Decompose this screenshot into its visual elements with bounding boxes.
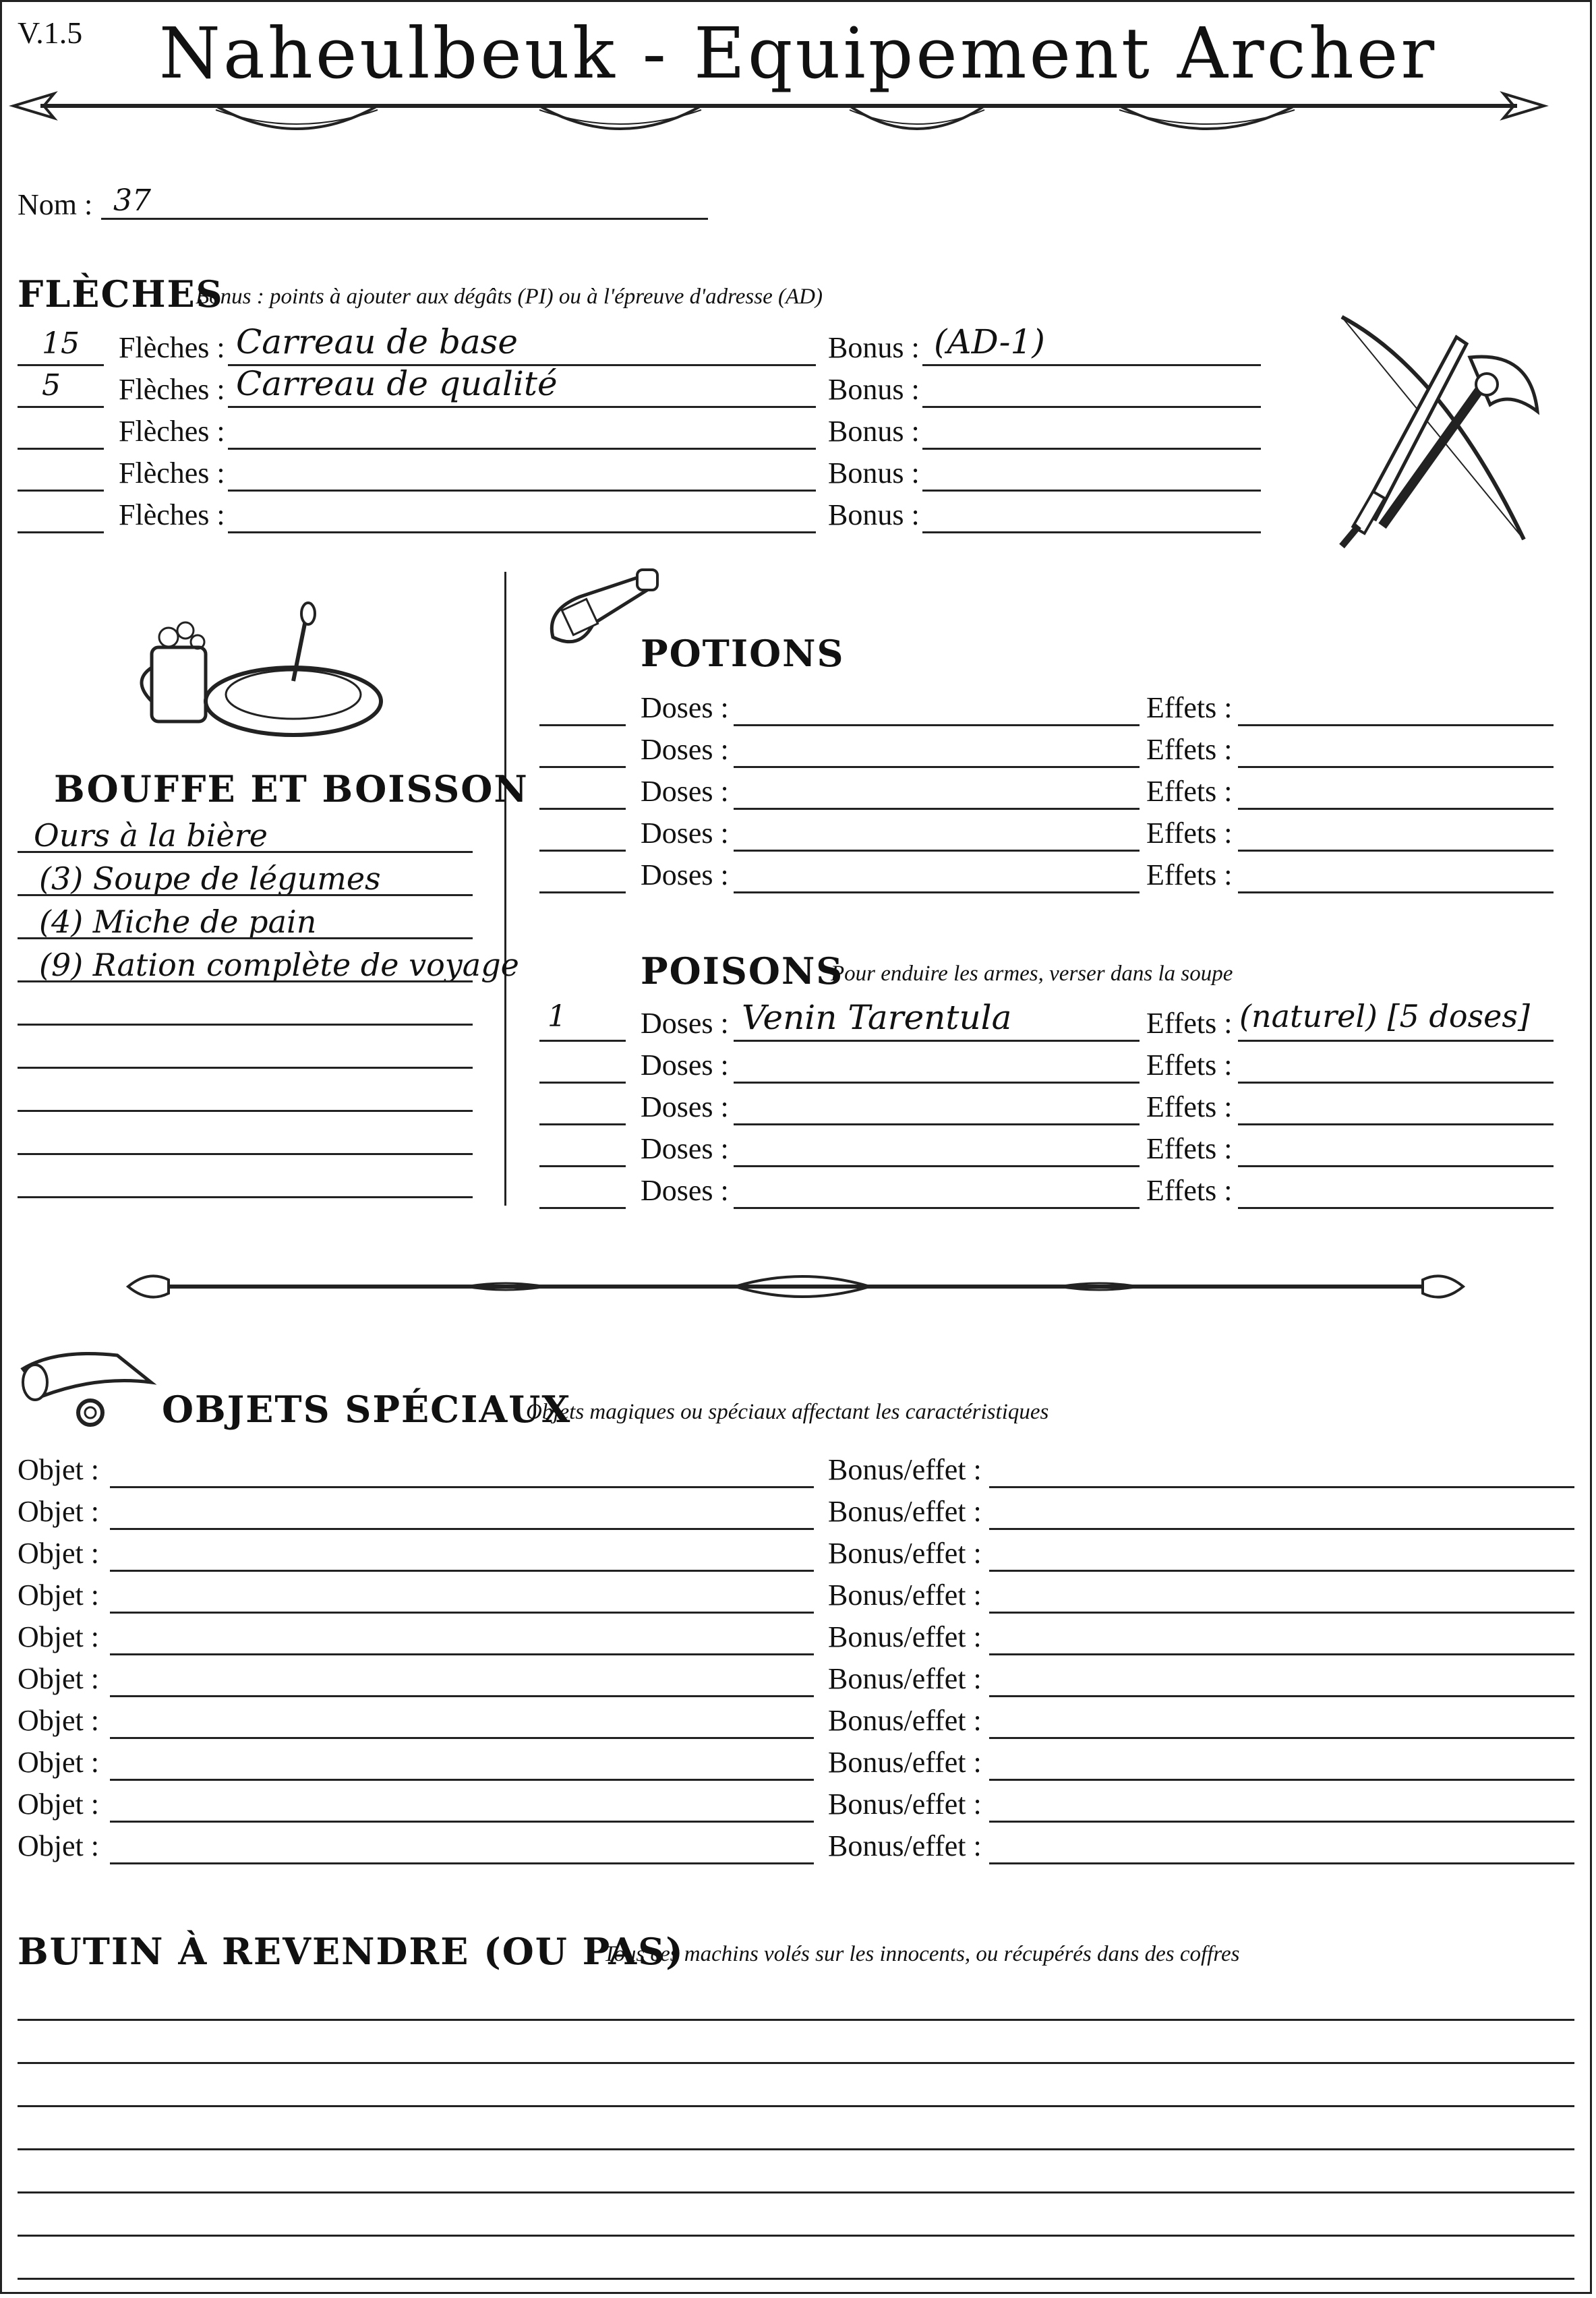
food-item-line: [18, 1024, 473, 1026]
poisons-qty-line: [539, 1040, 626, 1042]
potions-effects-line: [1238, 724, 1554, 726]
poisons-doses-line: [734, 1165, 1140, 1167]
poisons-doses[interactable]: Venin Tarentula: [742, 998, 1012, 1037]
loot-line: [18, 2019, 1574, 2021]
object-line: [110, 1821, 814, 1823]
poisons-doses-line: [734, 1123, 1140, 1125]
arrow-qty[interactable]: 15: [42, 326, 80, 361]
potions-doses-line: [734, 850, 1140, 852]
object-label: Objet :: [18, 1579, 99, 1612]
poisons-doses-line: [734, 1082, 1140, 1084]
loot-line: [18, 2278, 1574, 2280]
bonus-effect-line: [989, 1779, 1574, 1781]
object-label: Objet :: [18, 1829, 99, 1862]
arrow-bonus[interactable]: (AD-1): [934, 322, 1045, 361]
potions-effects-label: Effets :: [1146, 775, 1233, 808]
potions-effects-label: Effets :: [1146, 858, 1233, 891]
spear-divider-top: [13, 84, 1544, 145]
food-item-line: [18, 980, 473, 982]
loot-line: [18, 2235, 1574, 2237]
potions-doses-label: Doses :: [641, 733, 729, 766]
name-label: Nom :: [18, 188, 93, 221]
food-item-line: [18, 1196, 473, 1198]
special-title: OBJETS SPÉCIAUX: [162, 1388, 572, 1431]
version-label: V.1.5: [18, 16, 83, 50]
bonus-effect-line: [989, 1528, 1574, 1530]
poisons-effects-line: [1238, 1207, 1554, 1209]
bonus-effect-label: Bonus/effet :: [828, 1579, 982, 1612]
loot-note: Tous ces machins volés sur les innocents, ou récupérés dans des coffres: [603, 1942, 1240, 1966]
object-label: Objet :: [18, 1620, 99, 1653]
bonus-effect-line: [989, 1862, 1574, 1864]
potions-doses-line: [734, 766, 1140, 768]
loot-line: [18, 2191, 1574, 2193]
bonus-effect-line: [989, 1653, 1574, 1655]
poisons-doses-label: Doses :: [641, 1049, 729, 1082]
poisons-qty-line: [539, 1123, 626, 1125]
potions-doses-label: Doses :: [641, 691, 729, 724]
potions-doses-label: Doses :: [641, 775, 729, 808]
arrows-title: FLÈCHES: [18, 272, 224, 316]
arrow-bonus-line: [922, 531, 1261, 533]
name-underline: [101, 218, 708, 220]
object-line: [110, 1737, 814, 1739]
arrow-qty-line: [18, 490, 104, 492]
food-item[interactable]: (9) Ration complète de voyage: [39, 947, 519, 983]
arrow-qty-line: [18, 364, 104, 366]
potions-qty-line: [539, 808, 626, 810]
object-label: Objet :: [18, 1537, 99, 1570]
potions-effects-line: [1238, 850, 1554, 852]
food-plate-icon: [138, 607, 381, 742]
bonus-effect-label: Bonus/effet :: [828, 1788, 982, 1821]
bonus-effect-line: [989, 1612, 1574, 1614]
object-label: Objet :: [18, 1453, 99, 1486]
bonus-effect-label: Bonus/effet :: [828, 1537, 982, 1570]
poisons-qty[interactable]: 1: [548, 999, 566, 1034]
food-item-line: [18, 851, 473, 853]
arrow-bonus-line: [922, 490, 1261, 492]
food-item-line: [18, 1110, 473, 1112]
food-item[interactable]: (4) Miche de pain: [39, 904, 317, 940]
scroll-ring-icon: [16, 1342, 158, 1430]
middle-divider: [504, 572, 506, 1206]
object-line: [110, 1779, 814, 1781]
food-item-line: [18, 894, 473, 896]
loot-line: [18, 2105, 1574, 2107]
object-label: Objet :: [18, 1746, 99, 1779]
loot-line: [18, 2062, 1574, 2064]
object-label: Objet :: [18, 1495, 99, 1528]
object-line: [110, 1695, 814, 1697]
potions-effects-label: Effets :: [1146, 733, 1233, 766]
food-item-line: [18, 1153, 473, 1155]
poisons-effects[interactable]: (naturel) [5 doses]: [1239, 998, 1530, 1034]
potions-doses-label: Doses :: [641, 817, 729, 850]
arrow-type[interactable]: Carreau de base: [236, 322, 518, 361]
staff-divider: [128, 1266, 1463, 1307]
arrow-qty[interactable]: 5: [42, 368, 61, 403]
poisons-effects-label: Effets :: [1146, 1049, 1233, 1082]
poisons-doses-label: Doses :: [641, 1007, 729, 1040]
poisons-qty-line: [539, 1165, 626, 1167]
arrow-qty-line: [18, 531, 104, 533]
food-item-line: [18, 937, 473, 939]
poisons-doses-line: [734, 1207, 1140, 1209]
arrow-bonus-label: Bonus :: [828, 498, 920, 531]
bonus-effect-line: [989, 1737, 1574, 1739]
bonus-effect-label: Bonus/effet :: [828, 1495, 982, 1528]
object-line: [110, 1612, 814, 1614]
food-item-line: [18, 1067, 473, 1069]
crossed-weapons-icon: [1322, 310, 1564, 553]
arrow-bonus-label: Bonus :: [828, 456, 920, 490]
arrow-type-line: [228, 531, 816, 533]
food-item[interactable]: (3) Soupe de légumes: [39, 860, 381, 897]
poisons-qty-line: [539, 1082, 626, 1084]
poisons-effects-line: [1238, 1165, 1554, 1167]
arrow-qty-line: [18, 406, 104, 408]
arrow-bonus-label: Bonus :: [828, 373, 920, 406]
loot-line: [18, 2148, 1574, 2150]
poisons-qty-line: [539, 1207, 626, 1209]
bonus-effect-label: Bonus/effet :: [828, 1662, 982, 1695]
potions-effects-label: Effets :: [1146, 817, 1233, 850]
poisons-effects-label: Effets :: [1146, 1090, 1233, 1123]
potions-qty-line: [539, 724, 626, 726]
bonus-effect-label: Bonus/effet :: [828, 1746, 982, 1779]
object-label: Objet :: [18, 1704, 99, 1737]
arrow-type-line: [228, 490, 816, 492]
loot-title: BUTIN À REVENDRE (OU PAS): [18, 1930, 684, 1973]
poisons-effects-label: Effets :: [1146, 1132, 1233, 1165]
poisons-title: POISONS: [641, 949, 844, 993]
poisons-doses-label: Doses :: [641, 1132, 729, 1165]
potions-qty-line: [539, 850, 626, 852]
poisons-effects-line: [1238, 1082, 1554, 1084]
potions-effects-line: [1238, 766, 1554, 768]
potions-doses-line: [734, 724, 1140, 726]
poisons-effects-label: Effets :: [1146, 1174, 1233, 1207]
bonus-effect-line: [989, 1821, 1574, 1823]
arrow-type-line: [228, 406, 816, 408]
arrow-bonus-label: Bonus :: [828, 331, 920, 364]
object-line: [110, 1570, 814, 1572]
object-label: Objet :: [18, 1788, 99, 1821]
arrow-row-label: Flèches :: [119, 415, 225, 448]
special-note: Objets magiques ou spéciaux affectant les caractéristiques: [526, 1400, 1049, 1424]
object-line: [110, 1486, 814, 1488]
arrow-bonus-line: [922, 448, 1261, 450]
potions-effects-label: Effets :: [1146, 691, 1233, 724]
potions-title: POTIONS: [641, 632, 845, 675]
arrow-row-label: Flèches :: [119, 498, 225, 531]
arrow-type[interactable]: Carreau de qualité: [236, 364, 558, 403]
potions-doses-line: [734, 808, 1140, 810]
bonus-effect-label: Bonus/effet :: [828, 1829, 982, 1862]
object-label: Objet :: [18, 1662, 99, 1695]
poisons-doses-line: [734, 1040, 1140, 1042]
potions-doses-line: [734, 891, 1140, 893]
arrow-row-label: Flèches :: [119, 456, 225, 490]
poisons-effects-label: Effets :: [1146, 1007, 1233, 1040]
poisons-effects-line: [1238, 1040, 1554, 1042]
object-line: [110, 1653, 814, 1655]
arrows-note: Bonus : points à ajouter aux dégâts (PI) ou à l'épreuve d'adresse (AD): [196, 285, 823, 309]
potions-qty-line: [539, 891, 626, 893]
arrow-type-line: [228, 448, 816, 450]
potions-effects-line: [1238, 891, 1554, 893]
bonus-effect-line: [989, 1695, 1574, 1697]
arrow-bonus-line: [922, 364, 1261, 366]
bonus-effect-line: [989, 1486, 1574, 1488]
bonus-effect-label: Bonus/effet :: [828, 1620, 982, 1653]
name-field[interactable]: 37: [113, 183, 151, 218]
arrow-row-label: Flèches :: [119, 331, 225, 364]
potions-qty-line: [539, 766, 626, 768]
arrow-qty-line: [18, 448, 104, 450]
poisons-effects-line: [1238, 1123, 1554, 1125]
arrow-row-label: Flèches :: [119, 373, 225, 406]
object-line: [110, 1862, 814, 1864]
bonus-effect-label: Bonus/effet :: [828, 1453, 982, 1486]
arrow-bonus-line: [922, 406, 1261, 408]
food-title: BOUFFE ET BOISSON: [54, 767, 529, 811]
bonus-effect-label: Bonus/effet :: [828, 1704, 982, 1737]
poisons-note: Pour enduire les armes, verser dans la soupe: [831, 962, 1233, 986]
arrow-bonus-label: Bonus :: [828, 415, 920, 448]
poisons-doses-label: Doses :: [641, 1090, 729, 1123]
potions-effects-line: [1238, 808, 1554, 810]
food-item[interactable]: Ours à la bière: [34, 817, 268, 854]
potions-doses-label: Doses :: [641, 858, 729, 891]
poisons-doses-label: Doses :: [641, 1174, 729, 1207]
object-line: [110, 1528, 814, 1530]
page-title: Naheulbeuk - Equipement Archer: [158, 12, 1438, 94]
bonus-effect-line: [989, 1570, 1574, 1572]
